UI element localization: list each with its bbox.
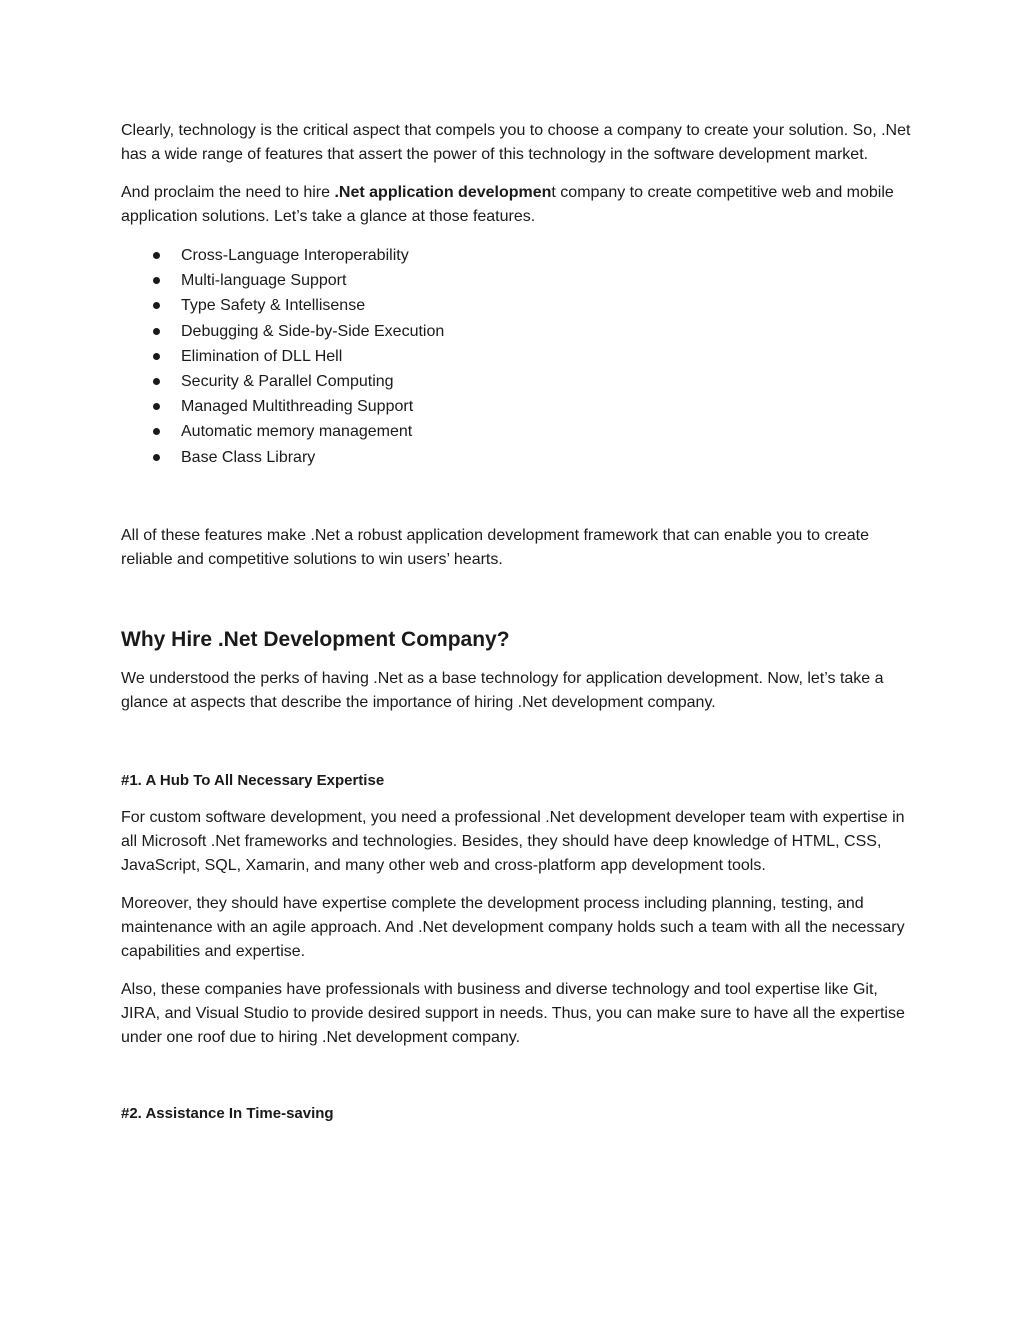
list-item: [121, 344, 911, 369]
expertise-paragraph-2: Moreover, they should have expertise complete the development process including planning, testing, and maintenance with an agile approach. And .Net development company holds such a team with all the necessary capabilities and expertise.: [121, 894, 905, 960]
intro-paragraph: Clearly, technology is the critical aspect that compels you to choose a company to create your solution. So, .Net has a wide range of features that assert the power of this technology in the software development market.: [121, 122, 911, 163]
section-heading-why-hire: Why Hire .Net Development Company?: [121, 627, 510, 651]
list-item-label: Type Safety & Intellisense: [181, 297, 366, 315]
list-item-label: Security & Parallel Computing: [181, 372, 394, 390]
list-item: [121, 369, 911, 394]
bullet-icon: [153, 302, 160, 309]
proclaim-text-start: And proclaim the need to hire: [121, 184, 335, 201]
expertise-paragraph-1: For custom software development, you need a professional .Net development developer team with expertise in all Microsoft .Net frameworks and technologies. Besides, they should have deep knowledge of HTML, CSS, JavaScript, SQL, Xamarin, and many other web and cross-platform app development tools.: [121, 808, 905, 874]
list-item-label: Automatic memory management: [181, 423, 413, 441]
robust-paragraph: All of these features make .Net a robust application development framework that can enable you to create reliable and competitive solutions to win users’ hearts.: [121, 526, 869, 568]
list-item-label: Debugging & Side-by-Side Execution: [181, 322, 445, 340]
proclaim-bold-text: .Net application developmen: [334, 184, 552, 201]
list-item: [121, 293, 911, 318]
subheading-expertise-hub: #1. A Hub To All Necessary Expertise: [121, 771, 385, 789]
list-item-label: Elimination of DLL Hell: [181, 347, 343, 365]
bullet-icon: [153, 454, 160, 461]
list-item: [121, 445, 911, 470]
list-item: [121, 243, 911, 268]
bullet-icon: [153, 328, 160, 335]
list-item-label: Multi-language Support: [181, 272, 347, 290]
list-item: [121, 394, 911, 419]
proclaim-text-end: t company to create competitive web and mobile application solutions. Let’s take a glance at those features.: [121, 184, 894, 225]
bullet-icon: [153, 353, 160, 360]
bullet-icon: [153, 403, 160, 410]
bullet-icon: [153, 277, 160, 284]
document-page: [121, 119, 911, 1125]
proclaim-paragraph: [121, 181, 911, 229]
expertise-paragraph-3: Also, these companies have professionals with business and diverse technology and tool expertise like Git, JIRA, and Visual Studio to provide desired support in needs. Thus, you can make sure to have all the expertise under one roof due to hiring .Net development company.: [121, 980, 905, 1046]
list-item-label: Cross-Language Interoperability: [181, 247, 409, 264]
list-item-label: Managed Multithreading Support: [181, 398, 414, 416]
list-item: [121, 419, 911, 444]
features-list: [121, 243, 911, 470]
bullet-icon: [153, 378, 160, 385]
list-item: [121, 319, 911, 344]
list-item-label: Base Class Library: [181, 448, 316, 466]
list-item: [121, 268, 911, 293]
understood-paragraph: We understood the perks of having .Net as a base technology for application development. Now, let’s take a glance at aspects that describe the importance of hiring .Net development company.: [121, 669, 884, 711]
subheading-time-saving: #2. Assistance In Time-saving: [121, 1104, 334, 1122]
bullet-icon: [153, 428, 160, 435]
bullet-icon: [153, 252, 160, 259]
